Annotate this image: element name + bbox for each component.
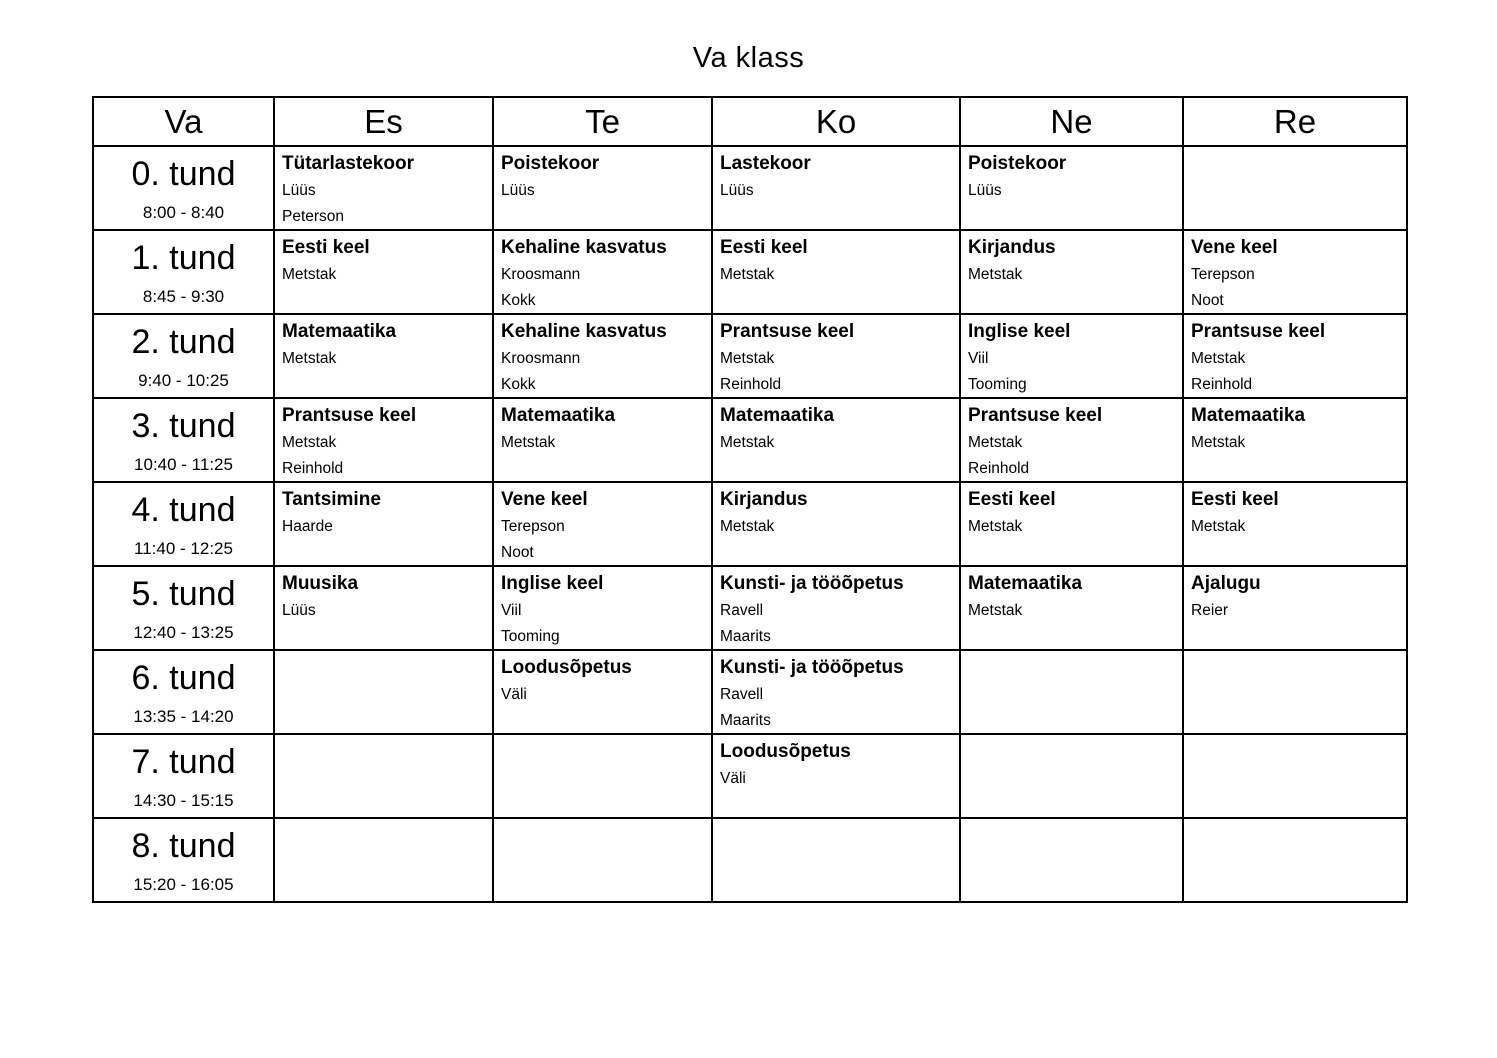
day-header-te: Te — [493, 97, 712, 146]
time-label: 15:20 - 16:05 — [133, 875, 234, 894]
day-header-es: Es — [274, 97, 493, 146]
period-label: 6. tund — [131, 659, 236, 697]
teacher-name: Metstak — [1191, 350, 1246, 367]
teacher-name: Tooming — [968, 375, 1027, 393]
period-cell — [93, 650, 274, 734]
subject-name: Kehaline kasvatus — [501, 321, 667, 342]
subject-name: Loodusõpetus — [501, 657, 632, 678]
teacher-name: Ravell — [720, 602, 764, 619]
subject-name: Vene keel — [1191, 237, 1278, 258]
lesson-cell — [712, 566, 960, 650]
lesson-cell — [493, 818, 712, 902]
time-label: 10:40 - 11:25 — [134, 455, 233, 474]
teacher-name: Kokk — [501, 291, 536, 309]
teacher-name: Metstak — [1191, 434, 1246, 451]
lesson-cell — [712, 314, 960, 398]
lesson-cell — [1183, 734, 1407, 818]
teacher-name: Maarits — [720, 627, 771, 645]
teacher-name: Lüüs — [720, 182, 754, 199]
teacher-name: Kroosmann — [501, 266, 581, 283]
lesson-cell — [960, 734, 1183, 818]
header-row — [93, 97, 1407, 146]
timetable-row — [93, 734, 1407, 818]
teacher-name: Metstak — [968, 266, 1023, 283]
subject-name: Prantsuse keel — [282, 405, 417, 426]
lesson-cell — [493, 650, 712, 734]
lesson-cell — [274, 482, 493, 566]
teacher-name: Maarits — [720, 711, 771, 729]
period-cell — [93, 818, 274, 902]
teacher-name: Noot — [501, 543, 534, 561]
lesson-cell — [960, 230, 1183, 314]
subject-name: Lastekoor — [720, 153, 811, 174]
lesson-cell — [493, 398, 712, 482]
teacher-name: Haarde — [282, 518, 333, 535]
subject-name: Tütarlastekoor — [282, 153, 414, 174]
subject-name: Kunsti- ja tööõpetus — [720, 573, 904, 594]
teacher-name: Peterson — [282, 207, 345, 225]
period-cell — [93, 230, 274, 314]
teacher-name: Metstak — [501, 434, 556, 451]
teacher-name: Reinhold — [968, 459, 1030, 477]
teacher-name: Metstak — [720, 518, 775, 535]
subject-name: Matemaatika — [501, 405, 616, 426]
teacher-name: Metstak — [720, 434, 775, 451]
teacher-name: Metstak — [968, 602, 1023, 619]
teacher-name: Kokk — [501, 375, 536, 393]
subject-name: Prantsuse keel — [720, 321, 855, 342]
teacher-name: Ravell — [720, 686, 764, 703]
lesson-cell — [960, 314, 1183, 398]
lesson-cell — [493, 314, 712, 398]
teacher-name: Terepson — [1191, 266, 1255, 283]
teacher-name: Kroosmann — [501, 350, 581, 367]
timetable-row — [93, 818, 1407, 902]
lesson-cell — [960, 398, 1183, 482]
teacher-name: Lüüs — [501, 182, 535, 199]
lesson-cell — [274, 146, 493, 230]
lesson-cell — [274, 734, 493, 818]
period-label: 1. tund — [131, 239, 236, 277]
subject-name: Kirjandus — [720, 489, 808, 510]
lesson-cell — [1183, 818, 1407, 902]
subject-name: Ajalugu — [1191, 573, 1261, 594]
lesson-cell — [1183, 482, 1407, 566]
lesson-cell — [274, 818, 493, 902]
lesson-cell — [493, 482, 712, 566]
period-cell — [93, 398, 274, 482]
teacher-name: Metstak — [720, 350, 775, 367]
timetable-row — [93, 398, 1407, 482]
lesson-cell — [960, 482, 1183, 566]
timetable-row — [93, 230, 1407, 314]
teacher-name: Reinhold — [720, 375, 782, 393]
timetable-body — [93, 146, 1407, 902]
subject-name: Vene keel — [501, 489, 588, 510]
teacher-name: Terepson — [501, 518, 565, 535]
teacher-name: Tooming — [501, 627, 560, 645]
subject-name: Kirjandus — [968, 237, 1056, 258]
teacher-name: Metstak — [282, 434, 337, 451]
lesson-cell — [274, 650, 493, 734]
lesson-cell — [1183, 650, 1407, 734]
subject-name: Poistekoor — [501, 153, 600, 174]
lesson-cell — [960, 650, 1183, 734]
teacher-name: Noot — [1191, 291, 1224, 309]
teacher-name: Viil — [968, 350, 989, 367]
time-label: 8:00 - 8:40 — [142, 203, 225, 222]
subject-name: Kehaline kasvatus — [501, 237, 667, 258]
period-label: 4. tund — [131, 491, 236, 529]
day-header-va: Va — [93, 97, 274, 146]
period-label: 8. tund — [131, 827, 236, 865]
subject-name: Prantsuse keel — [968, 405, 1103, 426]
lesson-cell — [712, 482, 960, 566]
subject-name: Matemaatika — [968, 573, 1083, 594]
timetable-row — [93, 146, 1407, 230]
subject-name: Matemaatika — [720, 405, 835, 426]
day-header-ko: Ko — [712, 97, 960, 146]
period-cell — [93, 146, 274, 230]
lesson-cell — [274, 566, 493, 650]
subject-name: Prantsuse keel — [1191, 321, 1326, 342]
lesson-cell — [274, 398, 493, 482]
period-label: 5. tund — [131, 575, 236, 613]
lesson-cell — [274, 230, 493, 314]
subject-name: Poistekoor — [968, 153, 1067, 174]
period-label: 3. tund — [131, 407, 236, 445]
subject-name: Tantsimine — [282, 489, 381, 510]
subject-name: Muusika — [282, 573, 359, 594]
teacher-name: Reinhold — [282, 459, 344, 477]
time-label: 9:40 - 10:25 — [138, 371, 229, 390]
lesson-cell — [712, 818, 960, 902]
teacher-name: Metstak — [282, 266, 337, 283]
lesson-cell — [712, 230, 960, 314]
lesson-cell — [1183, 314, 1407, 398]
subject-name: Eesti keel — [282, 237, 370, 258]
lesson-cell — [274, 314, 493, 398]
lesson-cell — [493, 146, 712, 230]
teacher-name: Väli — [720, 770, 746, 787]
period-cell — [93, 566, 274, 650]
subject-name: Eesti keel — [968, 489, 1056, 510]
period-cell — [93, 482, 274, 566]
subject-name: Matemaatika — [1191, 405, 1306, 426]
subject-name: Inglise keel — [501, 573, 604, 594]
lesson-cell — [1183, 230, 1407, 314]
subject-name: Eesti keel — [1191, 489, 1279, 510]
teacher-name: Viil — [501, 602, 522, 619]
timetable-row — [93, 650, 1407, 734]
timetable-row — [93, 314, 1407, 398]
time-label: 14:30 - 15:15 — [133, 791, 234, 810]
teacher-name: Lüüs — [968, 182, 1002, 199]
lesson-cell — [960, 146, 1183, 230]
period-label: 2. tund — [131, 323, 236, 361]
lesson-cell — [712, 734, 960, 818]
time-label: 12:40 - 13:25 — [133, 623, 234, 642]
lesson-cell — [1183, 398, 1407, 482]
period-cell — [93, 734, 274, 818]
timetable-row — [93, 482, 1407, 566]
day-header-re: Re — [1183, 97, 1407, 146]
lesson-cell — [493, 566, 712, 650]
subject-name: Inglise keel — [968, 321, 1071, 342]
teacher-name: Metstak — [282, 350, 337, 367]
period-cell — [93, 314, 274, 398]
teacher-name: Metstak — [720, 266, 775, 283]
subject-name: Kunsti- ja tööõpetus — [720, 657, 904, 678]
period-label: 0. tund — [131, 155, 236, 193]
subject-name: Eesti keel — [720, 237, 808, 258]
lesson-cell — [1183, 566, 1407, 650]
lesson-cell — [712, 650, 960, 734]
lesson-cell — [712, 146, 960, 230]
lesson-cell — [493, 230, 712, 314]
teacher-name: Metstak — [968, 518, 1023, 535]
teacher-name: Väli — [501, 686, 527, 703]
teacher-name: Reier — [1191, 602, 1229, 619]
timetable-row — [93, 566, 1407, 650]
subject-name: Loodusõpetus — [720, 741, 851, 762]
time-label: 13:35 - 14:20 — [133, 707, 234, 726]
teacher-name: Metstak — [968, 434, 1023, 451]
teacher-name: Lüüs — [282, 602, 316, 619]
teacher-name: Metstak — [1191, 518, 1246, 535]
time-label: 11:40 - 12:25 — [134, 539, 233, 558]
page-title: Va klass — [692, 42, 805, 74]
lesson-cell — [960, 818, 1183, 902]
subject-name: Matemaatika — [282, 321, 397, 342]
period-label: 7. tund — [131, 743, 236, 781]
teacher-name: Reinhold — [1191, 375, 1253, 393]
timetable — [92, 96, 1408, 903]
teacher-name: Lüüs — [282, 182, 316, 199]
lesson-cell — [1183, 146, 1407, 230]
time-label: 8:45 - 9:30 — [142, 287, 225, 306]
lesson-cell — [960, 566, 1183, 650]
day-header-ne: Ne — [960, 97, 1183, 146]
lesson-cell — [493, 734, 712, 818]
lesson-cell — [712, 398, 960, 482]
